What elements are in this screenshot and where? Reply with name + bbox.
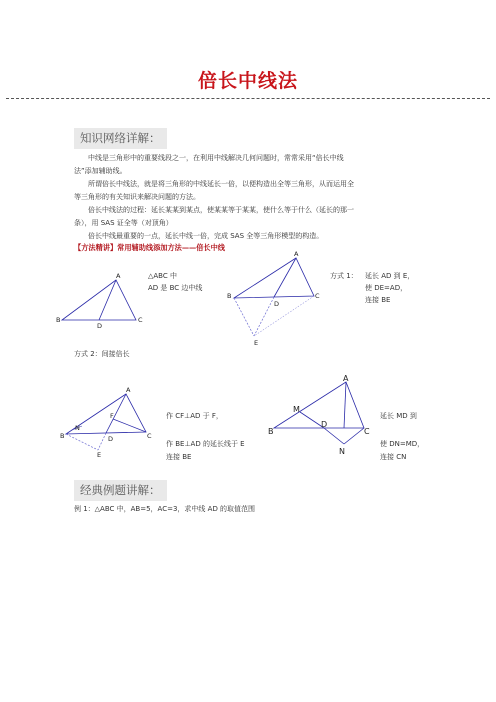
- label-d: D: [97, 322, 103, 330]
- label-d: D: [321, 420, 328, 429]
- segment-cn: [344, 428, 364, 444]
- paragraph-line: 等三角形的有关知识来解决问题的方法。: [74, 193, 200, 201]
- title-divider: [6, 98, 490, 99]
- label-e: E: [97, 451, 102, 459]
- extension-de: [98, 433, 106, 450]
- figure-triangle-median: [54, 270, 154, 330]
- paragraph-line: 倍长中线法的过程：延长某某到某点，使某某等于某某，使什么等于什么（延长的那一: [88, 206, 354, 214]
- label-c: C: [138, 316, 143, 324]
- label-b: B: [56, 316, 61, 324]
- paragraph-line: 中线是三角形中的重要线段之一，在利用中线解决几何问题时，常常采用“倍长中线: [88, 154, 344, 162]
- triangle-abc: [234, 258, 314, 298]
- section-heading-knowledge: 知识网络详解：: [74, 128, 167, 149]
- label-a: A: [294, 250, 299, 258]
- label-a: A: [126, 386, 131, 394]
- segment-be: [66, 434, 98, 450]
- figure-extend-md: [264, 372, 380, 458]
- label-f: F: [110, 412, 114, 420]
- median-ad: [274, 258, 296, 297]
- label-b: B: [60, 432, 65, 440]
- paragraph-line: 倍长中线最重要的一点，延长中线一倍，完成 SAS 全等三角形模型的构造。: [88, 232, 324, 240]
- label-d: D: [108, 435, 114, 443]
- paragraph-line: 条），用 SAS 证全等（对顶角）: [74, 219, 173, 227]
- label-e: E: [254, 339, 259, 347]
- method1-step: 延长 AD 到 E，: [365, 272, 415, 280]
- figure3-text-2: 作 BE⊥AD 的延长线于 E: [166, 440, 245, 448]
- example-1: 例 1：△ABC 中，AB=5，AC=3，求中线 AD 的取值范围: [74, 505, 256, 513]
- figure1-caption-2: AD 是 BC 边中线: [148, 284, 203, 292]
- figure4-text-1: 延长 MD 到: [380, 412, 417, 420]
- extension-dn: [324, 428, 344, 444]
- segment-cf: [113, 419, 146, 432]
- method1-step: 连接 BE: [365, 296, 391, 304]
- label-c: C: [147, 432, 152, 440]
- figure-perpendiculars: [58, 382, 158, 462]
- paragraph-line: 法”添加辅助线。: [74, 167, 127, 175]
- method1-title: 方式 1：: [330, 272, 358, 280]
- label-m: M: [293, 405, 300, 414]
- label-b: B: [268, 427, 274, 436]
- label-a: A: [343, 374, 349, 383]
- segment-ce: [254, 296, 314, 336]
- segment-be: [234, 298, 254, 336]
- label-a: A: [116, 272, 121, 280]
- label-d: D: [274, 300, 280, 308]
- label-b: B: [227, 292, 232, 300]
- label-c: C: [364, 427, 370, 436]
- figure4-text-2: 使 DN=MD，: [380, 440, 425, 448]
- label-n: N: [339, 447, 345, 456]
- method1-step: 使 DE=AD，: [365, 284, 408, 292]
- median-ad: [106, 394, 126, 433]
- triangle-abc: [62, 280, 136, 320]
- section-heading-examples: 经典例题讲解：: [74, 480, 167, 501]
- triangle-abc: [274, 382, 364, 428]
- method2-title: 方式 2：间接倍长: [74, 350, 130, 358]
- figure4-text-3: 连接 CN: [380, 453, 407, 461]
- figure3-text-1: 作 CF⊥AD 于 F，: [166, 412, 223, 420]
- paragraph-line: 所谓倍长中线法，就是将三角形的中线延长一倍，以便构造出全等三角形，从而运用全: [88, 180, 354, 188]
- figure3-text-3: 连接 BE: [166, 453, 192, 461]
- page-title: 倍长中线法: [197, 70, 298, 92]
- method-heading: 【方法精讲】常用辅助线添加方法——倍长中线: [74, 243, 225, 252]
- label-c: C: [315, 292, 320, 300]
- figure-double-median: [222, 248, 332, 348]
- segment-a-bottom: [344, 382, 346, 428]
- extension-de: [254, 297, 274, 336]
- label-n: N: [75, 424, 80, 432]
- figure1-caption-1: △ABC 中: [148, 272, 177, 280]
